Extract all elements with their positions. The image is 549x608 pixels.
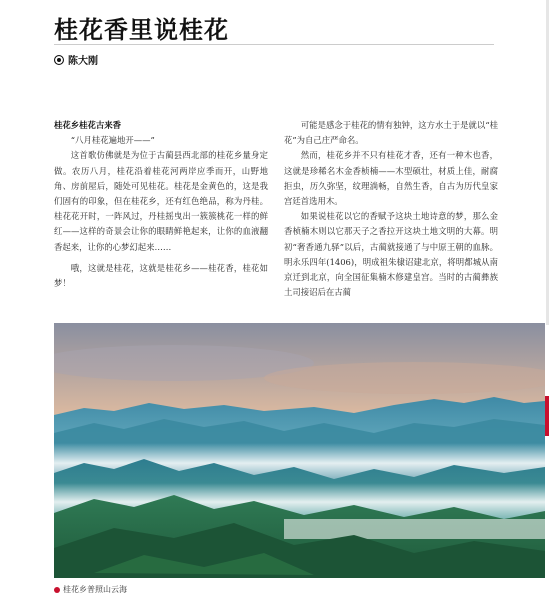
paragraph: 然而，桂花乡并不只有桂花才香，还有一种木也香，这就是珍稀名木金香桢楠——木型硕壮，材质上佳，耐腐拒虫，历久弥坚，纹理淌畅，自然生香，自古为历代皇家宫廷首选用木。: [284, 150, 498, 207]
landscape-photo: [54, 323, 545, 578]
paragraph: 可能是感念于桂花的情有独钟，这方水土于是就以“桂花”为自己庄严命名。: [284, 120, 498, 146]
paragraph: 这首歌仿佛就是为位于古蔺县西北部的桂花乡量身定做。农历八月，桂花沿着桂花河两岸应季而开，山野地角、房前屋后，随处可见桂花。桂花是金黄色的，这是我们固有的印象，但在桂花乡，还有红色绝品，称为丹桂。桂花花开时，一阵风过，丹桂摇曳出一簇簇桃花一样的鲜红——这样的奇景会让你的眼睛鲜艳起来，让你的血液翻香起来，让你的心梦幻起来……: [54, 150, 268, 252]
caption-bullet-icon: [54, 587, 60, 593]
paragraph: 哦，这就是桂花，这就是桂花乡——桂花香，桂花如梦！: [54, 262, 268, 289]
author-line: [54, 52, 98, 67]
article-title: 桂花香里说桂花: [54, 16, 229, 44]
section-subheading: 桂花乡桂花古来香: [54, 120, 121, 130]
paragraph: 如果说桂花以它的香赋予这块土地诗意的梦，那么金香桢楠木则以它那天子之香拉开这块土地文明的大幕。明初“奢香通九驿”以后，古蔺就接通了与中原王朝的血脉。明永乐四年(1406)，明成祖朱棣诏建北京，将明都城从南京迁到北京，向全国征集楠木修建皇宫。当时的古蔺彝族土司接诏后在古蔺: [284, 211, 498, 298]
left-column: [54, 118, 268, 291]
page-edge-tab: [545, 396, 549, 436]
right-column: [284, 118, 498, 300]
bullet-icon: [54, 55, 64, 65]
caption-text: 桂花乡普照山云海: [63, 585, 127, 594]
title-rule: [54, 44, 494, 45]
mountain-sea-of-clouds-image: [54, 323, 545, 578]
author-name: 陈大刚: [68, 56, 98, 67]
song-quote: “八月桂花遍地开——”: [70, 135, 155, 146]
page-edge: [542, 0, 549, 325]
photo-caption: [54, 584, 127, 595]
